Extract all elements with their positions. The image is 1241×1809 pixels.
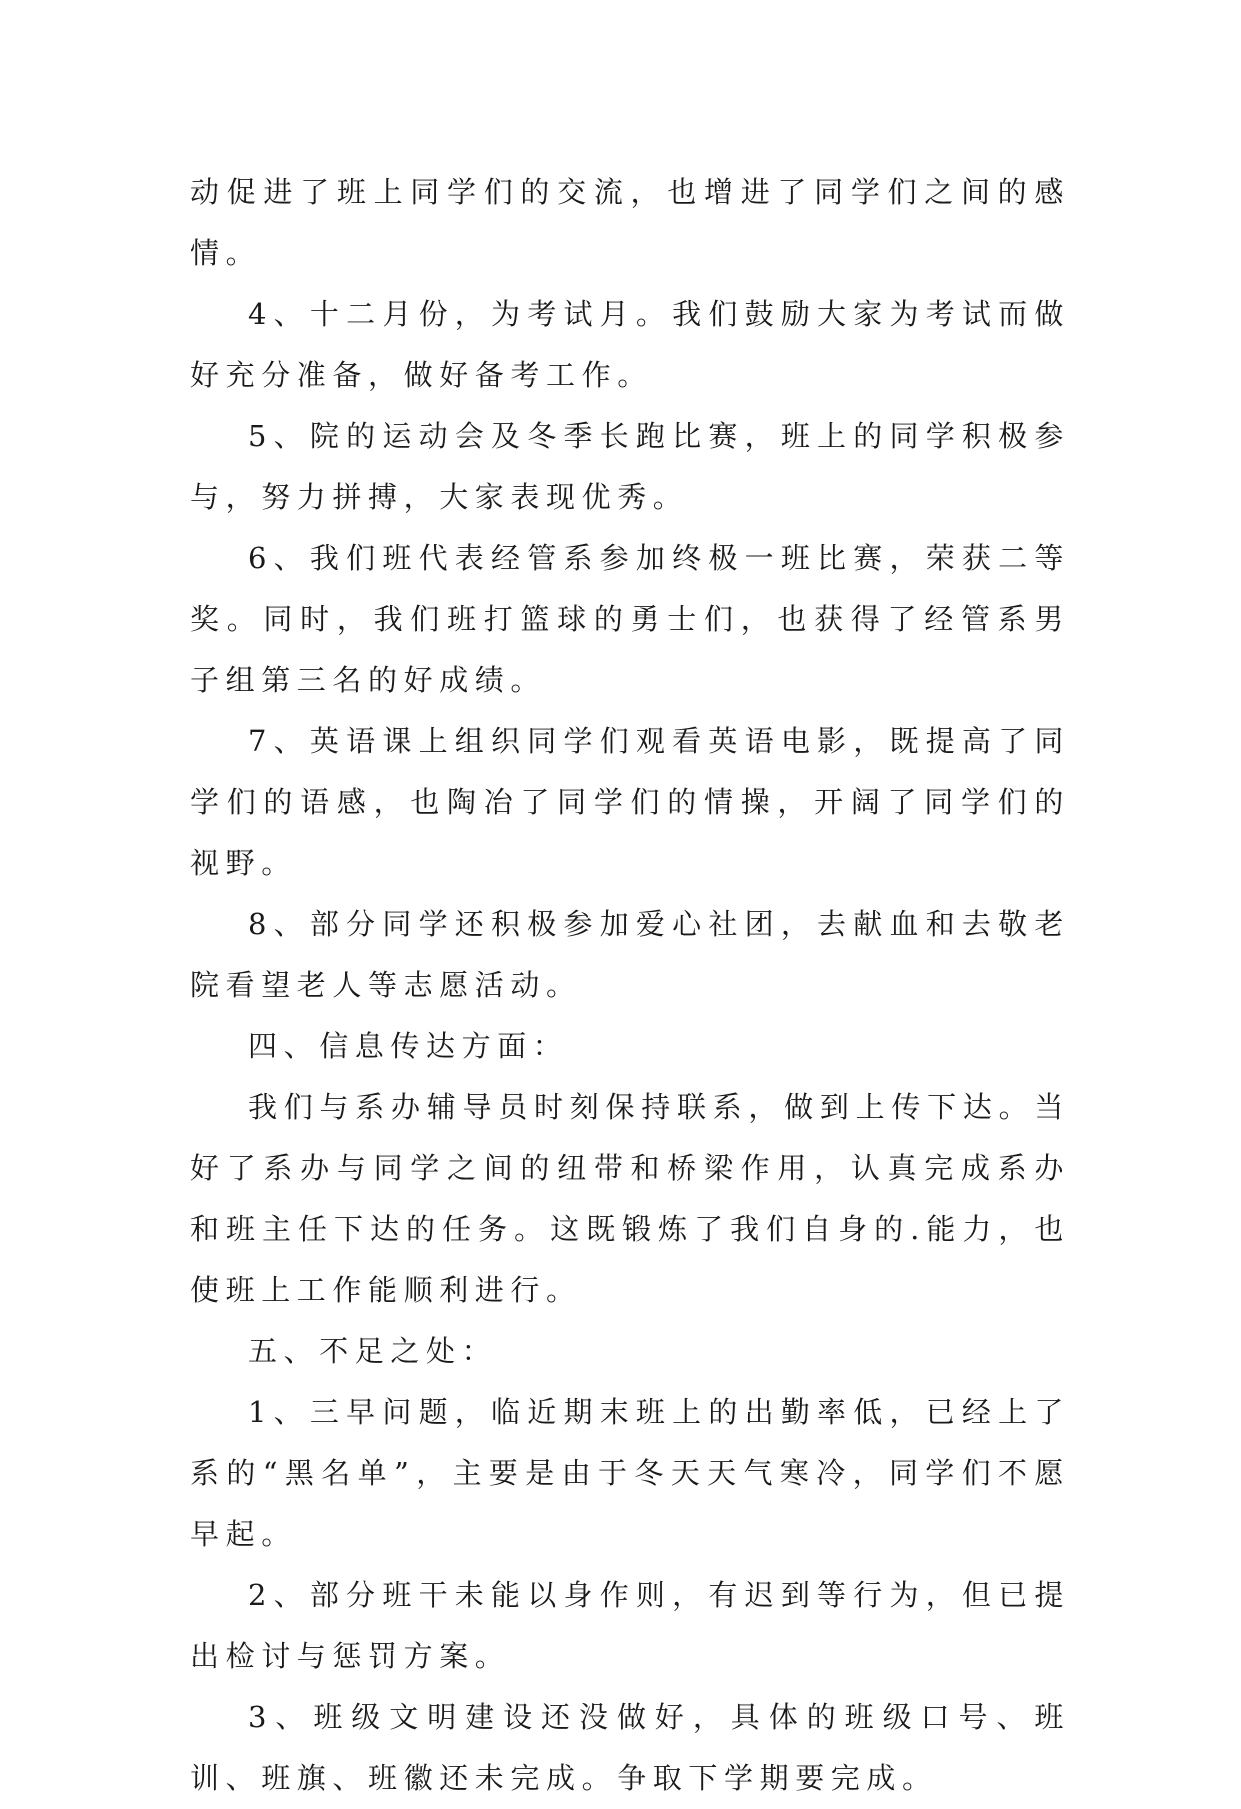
paragraph-shortcoming-3: 3、班级文明建设还没做好，具体的班级口号、班训、班旗、班徽还未完成。争取下学期要完成。	[190, 1700, 1070, 1795]
paragraph-item-6: 6、我们班代表经管系参加终极一班比赛，荣获二等奖。同时，我们班打篮球的勇士们，也获得了经管系男子组第三名的好成绩。	[190, 541, 1070, 697]
paragraph-item-7: 7、英语课上组织同学们观看英语电影，既提高了同学们的语感，也陶冶了同学们的情操，开阔了同学们的视野。	[190, 724, 1070, 880]
section-heading-4: 四、信息传达方面：	[248, 1029, 569, 1063]
paragraph-shortcoming-2: 2、部分班干未能以身作则，有迟到等行为，但已提出检讨与惩罚方案。	[190, 1578, 1070, 1673]
paragraph-info-transmission: 我们与系办辅导员时刻保持联系，做到上传下达。当好了系办与同学之间的纽带和桥梁作用，认真完成系办和班主任下达的任务。这既锻炼了我们自身的.能力，也使班上工作能顺利进行。	[190, 1090, 1070, 1307]
document-body	[190, 162, 1070, 1809]
paragraph-shortcoming-1: 1、三早问题，临近期末班上的出勤率低，已经上了系的“黑名单”，主要是由于冬天天气寒冷，同学们不愿早起。	[190, 1395, 1070, 1551]
paragraph-continuation: 动促进了班上同学们的交流，也增进了同学们之间的感情。	[190, 175, 1070, 270]
paragraph-item-4: 4、十二月份，为考试月。我们鼓励大家为考试而做好充分准备，做好备考工作。	[190, 297, 1070, 392]
section-heading-5: 五、不足之处：	[248, 1334, 498, 1368]
paragraph-item-5: 5、院的运动会及冬季长跑比赛，班上的同学积极参与，努力拼搏，大家表现优秀。	[190, 419, 1070, 514]
paragraph-item-8: 8、部分同学还积极参加爱心社团，去献血和去敬老院看望老人等志愿活动。	[190, 907, 1070, 1002]
